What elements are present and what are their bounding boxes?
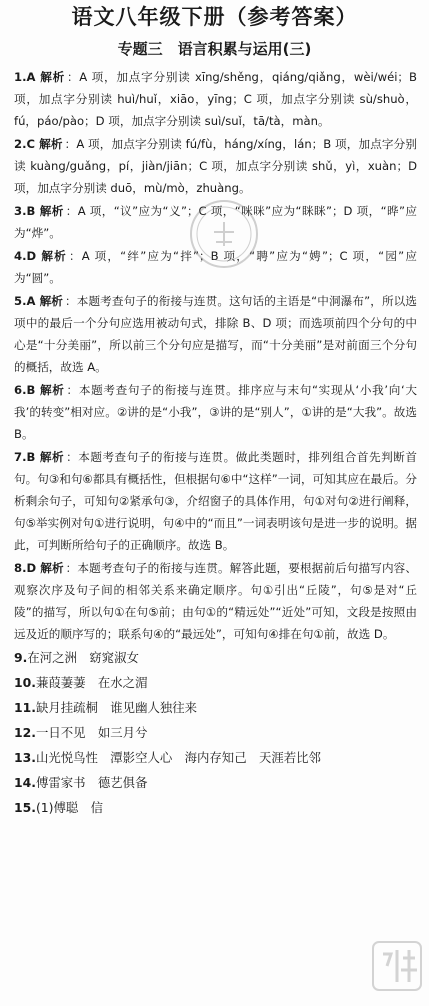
answer-number: 1.A (14, 70, 36, 84)
answer-item (14, 721, 417, 745)
answer-text: A 项，“议”应为“义”；C 项，“咪咪”应为“眯眯”；D 项，“晔”应为“烨”。 (14, 204, 417, 240)
answer-text: 山光悦鸟性 潭影空人心 海内存知己 天涯若比邻 (35, 750, 321, 765)
answer-number: 8.D (14, 561, 37, 575)
answer-number: 15. (14, 800, 36, 815)
answer-text: 蒹葭萋萋 在水之湄 (35, 675, 148, 690)
corner-watermark-graphic (371, 940, 423, 992)
answer-text: A 项，“绊”应为“拌”；B 项，“聘”应为“娉”；C 项，“园”应为“圆”。 (14, 249, 417, 285)
answer-item (14, 746, 417, 770)
answer-item: 5.A 解析 ：本题考查句子的衔接与连贯。这句话的主语是“中洞瀑布”，所以选项中的最后一个分句应选用被动句式，排除 B、D 项；而选项前四个分句的中心是“十分美丽”，所以前三个分句应是描写，而“十分美丽”是对前面三个分句的概括，故选 A。 (14, 294, 417, 374)
analysis-label: 解析 (40, 249, 67, 263)
answer-text: 在河之洲 窈窕淑女 (27, 650, 139, 665)
answer-number: 14. (14, 775, 36, 790)
answer-item (14, 796, 417, 820)
answer-item: 1.A 解析 ：A 项，加点字分别读 xīng/shěng，qiáng/qiǎng，wèi/wéi；B 项，加点字分别读 huì/huǐ，xiāo，yīng；C 项，加点字分别读 sù/shuò，fú，páo/pào；D 项，加点字分别读 suì/suǐ，tā/tà，màn。 (14, 70, 417, 128)
answer-item: 4.D 解析 ：A 项，“绊”应为“拌”；B 项，“聘”应为“娉”；C 项，“园”应为“圆”。 (14, 249, 417, 285)
answer-number: 12. (14, 725, 36, 740)
answer-item (14, 646, 417, 670)
answer-item (14, 696, 417, 720)
answer-item: 2.C 解析 ：A 项，加点字分别读 fú/fù，háng/xíng，lán；B 项，加点字分别读 kuàng/guǎng，pí，jiàn/jiān；C 项，加点字分别读 shǔ，yì，xuàn；D 项，加点字分别读 duō，mù/mò，zhuàng。 (14, 137, 417, 195)
answer-text: (1)傅聪 信 (35, 800, 104, 815)
answer-item: 3.B 解析 ：A 项，“议”应为“义”；C 项，“咪咪”应为“眯眯”；D 项，“晔”应为“烨”。 (14, 204, 417, 240)
answer-text: 傅雷家书 德艺俱备 (35, 775, 148, 790)
answer-list (0, 62, 429, 820)
answer-number: 7.B (14, 450, 36, 464)
answer-number: 10. (14, 675, 36, 690)
analysis-label: 解析 (40, 561, 64, 575)
answer-number: 4.D (14, 249, 37, 263)
answer-number: 11. (14, 700, 36, 715)
answer-item (14, 671, 417, 695)
answer-text: 一日不见 如三月兮 (35, 725, 148, 740)
analysis-label: 解析 (39, 204, 64, 218)
answer-text: 本题考查句子的衔接与连贯。排序应与末句“实现从‘小我’向‘大我’的转变”相对应。②讲的是“小我”，③讲的是“别人”，①讲的是“大我”。故选 B。 (14, 383, 417, 441)
analysis-label: 解析 (39, 70, 65, 84)
answer-text: A 项，加点字分别读 xīng/shěng，qiáng/qiǎng，wèi/wéi；B 项，加点字分别读 huì/huǐ，xiāo，yīng；C 项，加点字分别读 sù/shuò，fú，páo/pào；D 项，加点字分别读 suì/suǐ，tā/tà，màn。 (14, 70, 417, 128)
answer-number: 9. (14, 650, 28, 665)
answer-number: 13. (14, 750, 36, 765)
answer-number: 5.A (14, 294, 36, 308)
page-title: 语文八年级下册（参考答案） (71, 5, 358, 29)
analysis-label: 解析 (39, 294, 64, 308)
answer-text: 本题考查句子的衔接与连贯。解答此题，要根据前后句描写内容、观察次序及句子间的相邻关系来确定顺序。句①引出“丘陵”，句⑤是对“丘陵”的描写，所以句①在句⑤前；由句①的“精远处”“近处”可知，文段是按照由远及近的顺序写的；联系句④的“最远处”，可知句④排在句①前，故选 D。 (14, 561, 417, 641)
analysis-label: 解析 (39, 450, 65, 464)
answer-number: 6.B (14, 383, 36, 397)
answer-item: 7.B 解析 ：本题考查句子的衔接与连贯。做此类题时，排列组合首先判断首句。句③和句⑥都具有概括性，但根据句⑥中“这样”一词，可知其应在最后。分析剩余句子，可知句②紧承句③，介绍窗子的具体作用，句①对句②进行阐释，句⑤举实例对句①进行说明，句④中的“而且”一词表明该句是进一步的说明。据此，可判断所给句子的正确顺序。故选 B。 (14, 450, 417, 552)
answer-text: 本题考查句子的衔接与连贯。这句话的主语是“中洞瀑布”，所以选项中的最后一个分句应选用被动句式，排除 B、D 项；而选项前四个分句的中心是“十分美丽”，所以前三个分句应是描写，而“十分美丽”是对前面三个分句的概括，故选 A。 (14, 294, 417, 374)
answer-text: 缺月挂疏桐 谁见幽人独往来 (35, 700, 198, 715)
analysis-label: 解析 (39, 383, 65, 397)
answer-number: 2.C (14, 137, 35, 151)
analysis-label: 解析 (38, 137, 63, 151)
section-subtitle: 专题三 语言积累与运用(三) (117, 40, 312, 58)
answer-text: A 项，加点字分别读 fú/fù，háng/xíng，lán；B 项，加点字分别读 kuàng/guǎng，pí，jiàn/jiān；C 项，加点字分别读 shǔ，yì，xuàn；D 项，加点字分别读 duō，mù/mò，zhuàng。 (14, 137, 417, 195)
answer-text: 本题考查句子的衔接与连贯。做此类题时，排列组合首先判断首句。句③和句⑥都具有概括性，但根据句⑥中“这样”一词，可知其应在最后。分析剩余句子，可知句②紧承句③，介绍窗子的具体作用，句①对句②进行阐释，句⑤举实例对句①进行说明，句④中的“而且”一词表明该句是进一步的说明。据此，可判断所给句子的正确顺序。故选 B。 (14, 450, 417, 552)
answer-item: 6.B 解析 ：本题考查句子的衔接与连贯。排序应与末句“实现从‘小我’向‘大我’的转变”相对应。②讲的是“小我”，③讲的是“别人”，①讲的是“大我”。故选 B。 (14, 383, 417, 441)
answer-number: 3.B (14, 204, 36, 218)
answer-item (14, 771, 417, 795)
answer-item: 8.D 解析 ：本题考查句子的衔接与连贯。解答此题，要根据前后句描写内容、观察次序及句子间的相邻关系来确定顺序。句①引出“丘陵”，句⑤是对“丘陵”的描写，所以句①在句⑤前；由句①的“精远处”“近处”可知，文段是按照由远及近的顺序写的；联系句④的“最远处”，可知句④排在句①前，故选 D。 (14, 561, 417, 641)
